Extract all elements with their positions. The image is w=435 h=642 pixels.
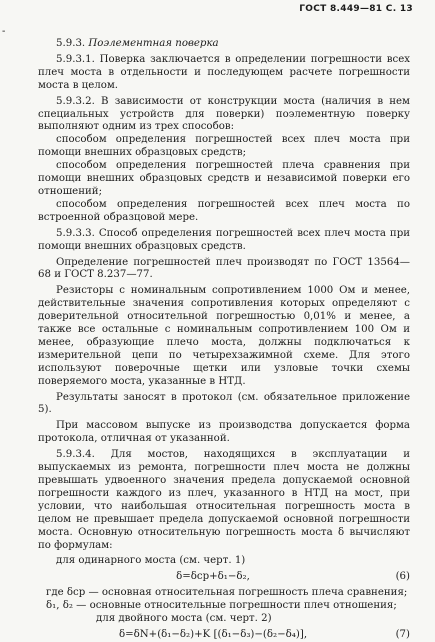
equation-7-number: (7) bbox=[395, 628, 410, 640]
section-title bbox=[38, 38, 410, 51]
margin-mark: - bbox=[2, 26, 6, 37]
equation-6-number: (6) bbox=[395, 571, 410, 583]
where-1-label: где δср — bbox=[46, 587, 99, 599]
where-line-1 bbox=[38, 587, 410, 600]
paragraph-5-9-3-4: 5.9.3.4. Для мостов, находящихся в эксплуатации и выпускаемых из ремонта, погрешности плеч моста не должны превышать удвоенного значения предела допускаемой основной погрешности каждого из плеч, указанного в НТД на мост, при условии, что наибольшая относительная погрешность моста в целом не превышает предела допускаемой основной погрешности моста. Основную относительную погрешность моста δ вычисляют по формулам: bbox=[38, 449, 410, 551]
equation-6-formula: δ=δср+δ₁−δ₂, bbox=[176, 571, 250, 583]
equation-6 bbox=[38, 571, 410, 584]
paragraph-5-9-3-1: 5.9.3.1. Поверка заключается в определении погрешности всех плеч моста в отдельности и последующем расчете погрешности моста в целом. bbox=[38, 53, 410, 91]
method-item-2: способом определения погрешностей плеча сравнения при помощи внешних образцовых средств и независимой поверки его отношений; bbox=[38, 160, 410, 197]
page-header: ГОСТ 8.449—81 С. 13 bbox=[299, 4, 413, 14]
paragraph-resistors: Резисторы с номинальным сопротивлением 1000 Ом и менее, действительные значения сопротивления которых определяют с доверительной относительной погрешностью 0,01% и менее, а также все остальные с номинальным сопротивлением 100 Ом и менее, образующие плечо моста, должны подключаться к измерительной цепи по четырехзажимной схеме. Для этого используют поверочные щетки или узловые точки схемы поверяемого моста, указанные в НТД. bbox=[38, 285, 410, 387]
double-bridge-label: для двойного моста (см. черт. 2) bbox=[96, 613, 272, 625]
where-1-text: основная относительная погрешность плеча сравнения; bbox=[101, 587, 408, 599]
where-line-2 bbox=[38, 600, 410, 613]
paragraph-5-9-3-2: 5.9.3.2. В зависимости от конструкции моста (наличия в нем специальных устройств для поверки) поэлементную поверку выполняют одним из трех способов: bbox=[38, 95, 410, 133]
paragraph-standards: Определение погрешностей плеч производят по ГОСТ 13564—68 и ГОСТ 8.237—77. bbox=[38, 256, 410, 281]
method-item-3: способом определения погрешностей всех плеч моста по встроенной образцовой мере. bbox=[38, 198, 410, 223]
method-item-1: способом определения погрешностей всех плеч моста при помощи внешних образцовых средств; bbox=[38, 134, 410, 159]
equation-7-formula: δ=δN+(δ₁−δ₂)+K [(δ₁−δ₃)−(δ₂−δ₄)], bbox=[118, 628, 308, 640]
paragraph-5-9-3-3: 5.9.3.3. Способ определения погрешностей всех плеч моста при помощи внешних образцовых средств. bbox=[38, 227, 410, 252]
paragraph-results: Результаты заносят в протокол (см. обязательное приложение 5). bbox=[38, 391, 410, 416]
document-body bbox=[38, 38, 410, 642]
where-2-label: δ₁, δ₂ — bbox=[46, 600, 87, 612]
where-2-text: основные относительные погрешности плеч отношения; bbox=[89, 600, 397, 612]
section-number: 5.9.3. bbox=[56, 38, 86, 49]
single-bridge-label: для одинарного моста (см. черт. 1) bbox=[56, 555, 246, 567]
section-title-text: Поэлементная поверка bbox=[88, 38, 219, 49]
paragraph-mass-production: При массовом выпуске из производства допускается форма протокола, отличная от указанной. bbox=[38, 420, 410, 445]
equation-7 bbox=[38, 629, 410, 642]
